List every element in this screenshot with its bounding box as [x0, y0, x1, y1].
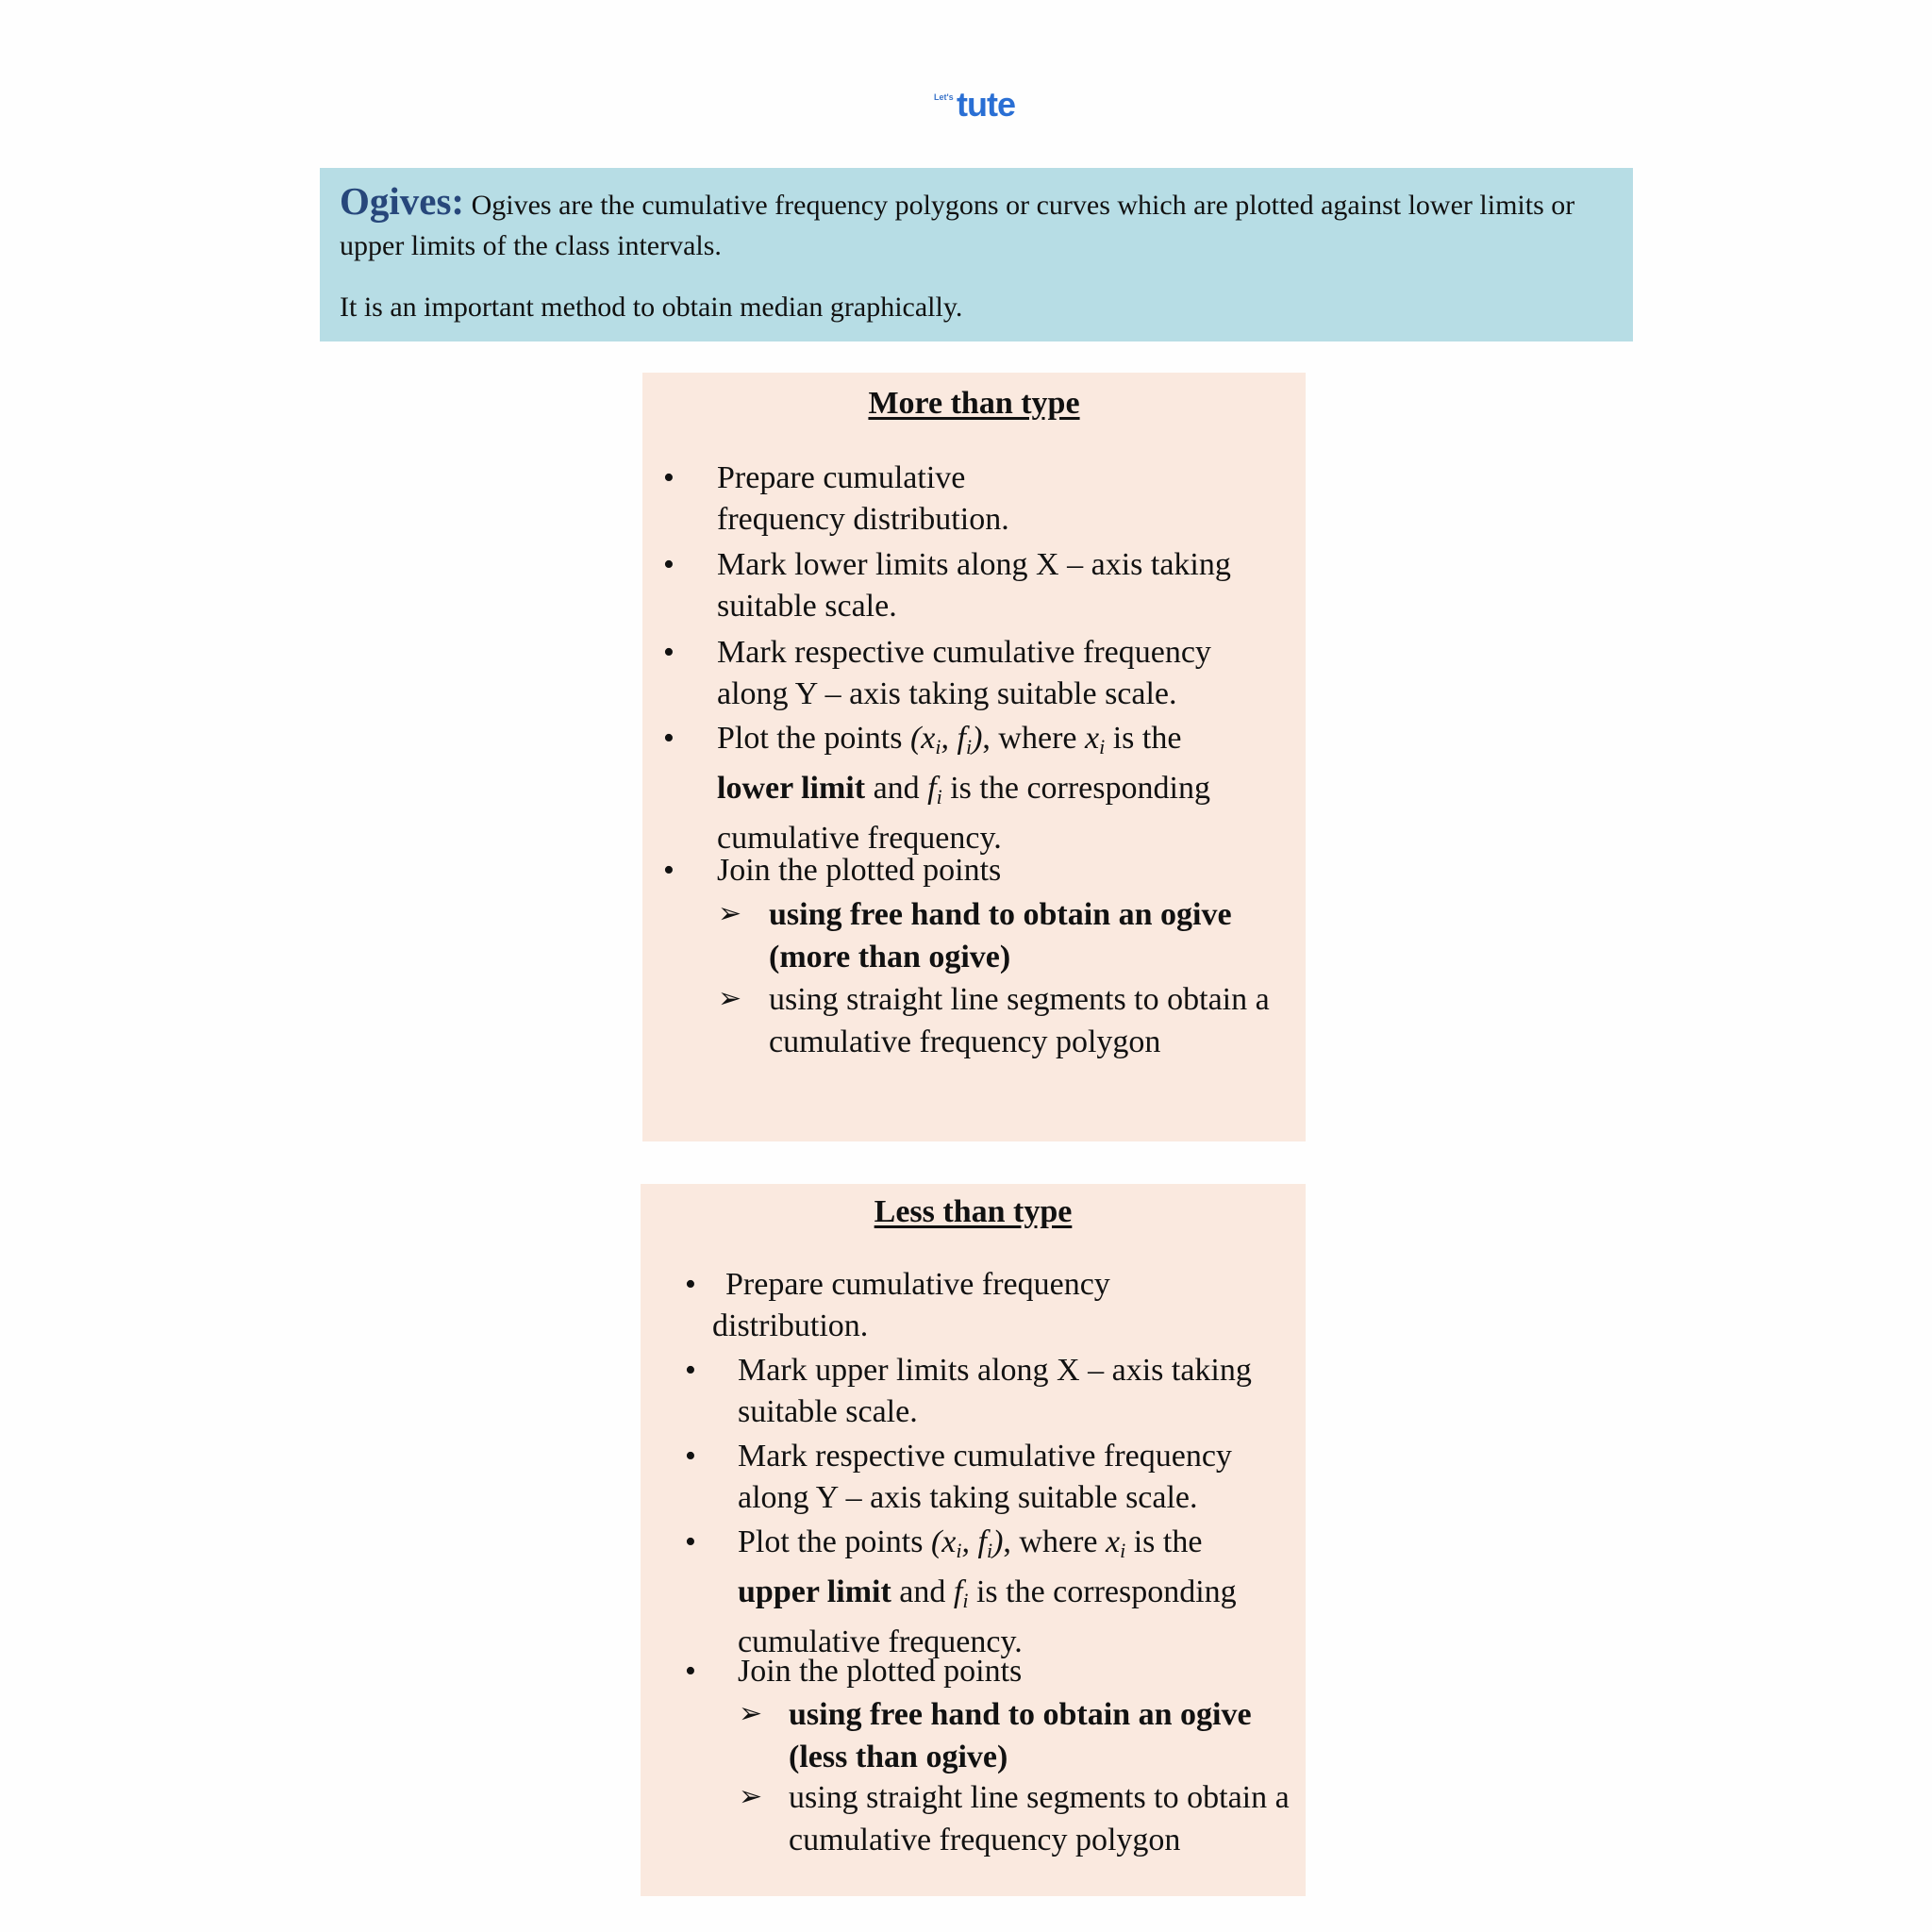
logo-prefix: Let's — [934, 92, 954, 102]
bullet-icon: • — [663, 460, 675, 495]
more-step-prepare: Prepare cumulative frequency distribution. — [717, 460, 1009, 537]
more-than-title: More than type — [868, 386, 1080, 421]
arrow-bullet-icon: ➢ — [739, 1780, 763, 1813]
arrow-bullet-icon: ➢ — [718, 897, 742, 930]
definition-note: It is an important method to obtain median graphically. — [340, 291, 963, 323]
less-sub-free-hand: using free hand to obtain an ogive (less than ogive) — [789, 1697, 1252, 1774]
definition-box — [320, 168, 1633, 341]
more-step-y-axis: Mark respective cumulative frequency along Y – axis taking suitable scale. — [717, 635, 1211, 711]
more-sub-straight-lines: using straight line segments to obtain a cumulative frequency polygon — [769, 982, 1270, 1059]
definition-text: Ogives are the cumulative frequency polygons or curves which are plotted against lower limits or upper limits of the class intervals. — [340, 190, 1575, 261]
less-sub-straight-lines: using straight line segments to obtain a cumulative frequency polygon — [789, 1780, 1290, 1857]
less-step-join: Join the plotted points — [738, 1654, 1023, 1689]
bullet-icon: • — [685, 1524, 696, 1559]
bullet-icon: • — [663, 721, 675, 756]
less-than-panel — [641, 1184, 1306, 1896]
bullet-icon: • — [663, 853, 675, 888]
less-step-plot: Plot the points ($x_i$, $f_i$), where $x_i$ is the upper limit and $f_i$ is the corresponding cumulative frequency. — [738, 1524, 1237, 1659]
definition-paragraph — [340, 181, 1612, 266]
more-sub-free-hand: using free hand to obtain an ogive (more than ogive) — [769, 897, 1232, 974]
bullet-icon: • — [685, 1267, 696, 1302]
bullet-icon: • — [685, 1654, 696, 1689]
less-step-y-axis: Mark respective cumulative frequency along Y – axis taking suitable scale. — [738, 1439, 1232, 1515]
more-step-plot: Plot the points ($x_i$, $f_i$), where $x_i$ is the lower limit and $f_i$ is the corresponding cumulative frequency. — [717, 721, 1210, 856]
more-step-x-axis: Mark lower limits along X – axis taking suitable scale. — [717, 547, 1231, 624]
bullet-icon: • — [663, 547, 675, 582]
letstute-logo — [934, 85, 1028, 128]
more-than-panel — [642, 373, 1306, 1141]
arrow-bullet-icon: ➢ — [718, 982, 742, 1015]
bullet-icon: • — [685, 1439, 696, 1474]
logo-wordmark: tute — [957, 85, 1015, 124]
more-step-join: Join the plotted points — [717, 853, 1002, 888]
definition-term: Ogives: — [340, 179, 465, 223]
bullet-icon: • — [663, 635, 675, 670]
less-step-x-axis: Mark upper limits along X – axis taking suitable scale. — [738, 1353, 1252, 1429]
less-step-prepare: Prepare cumulative frequency distribution. — [712, 1267, 1110, 1343]
arrow-bullet-icon: ➢ — [739, 1697, 763, 1730]
less-than-title: Less than type — [874, 1194, 1073, 1229]
bullet-icon: • — [685, 1353, 696, 1388]
